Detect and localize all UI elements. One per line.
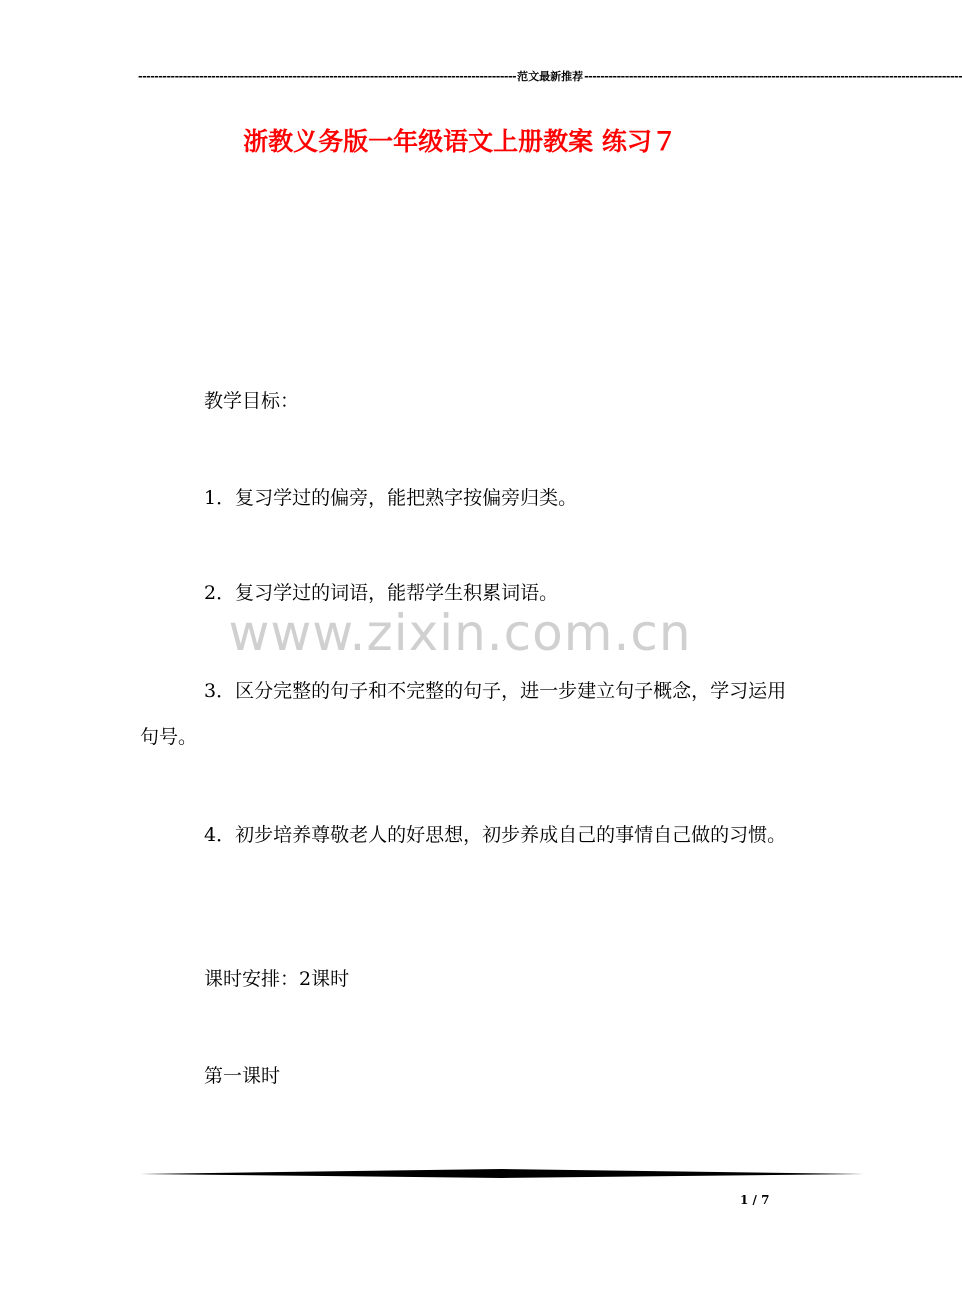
page-number: 1 / 7 bbox=[740, 1193, 770, 1207]
page-header bbox=[138, 68, 962, 84]
header-text: 范文最新推荐 bbox=[517, 70, 584, 83]
objective-item-1: 1．复习学过的偏旁，能把熟字按偏旁归类。 bbox=[204, 487, 578, 509]
watermark: www.zixin.com.cn bbox=[228, 604, 692, 662]
header-dash-left: --------------------------------------------------------------------------------------------- bbox=[138, 69, 517, 83]
class-schedule: 课时安排：2课时 bbox=[204, 968, 350, 990]
objective-item-3: 3．区分完整的句子和不完整的句子，进一步建立句子概念，学习运用句号。 bbox=[140, 680, 787, 748]
objective-heading: 教学目标： bbox=[204, 390, 300, 412]
document-title: 浙教义务版一年级语文上册教案 练习７ bbox=[243, 127, 677, 156]
lesson-heading: 第一课时 bbox=[204, 1065, 281, 1087]
objective-item-2: 2．复习学过的词语，能帮学生积累词语。 bbox=[204, 582, 559, 604]
objective-item-4: 4．初步培养尊敬老人的好思想，初步养成自己的事情自己做的习惯。 bbox=[204, 824, 787, 846]
header-dash-right: --------------------------------------------------------------------------------------------- bbox=[584, 69, 962, 83]
footer-rule bbox=[140, 1164, 864, 1184]
